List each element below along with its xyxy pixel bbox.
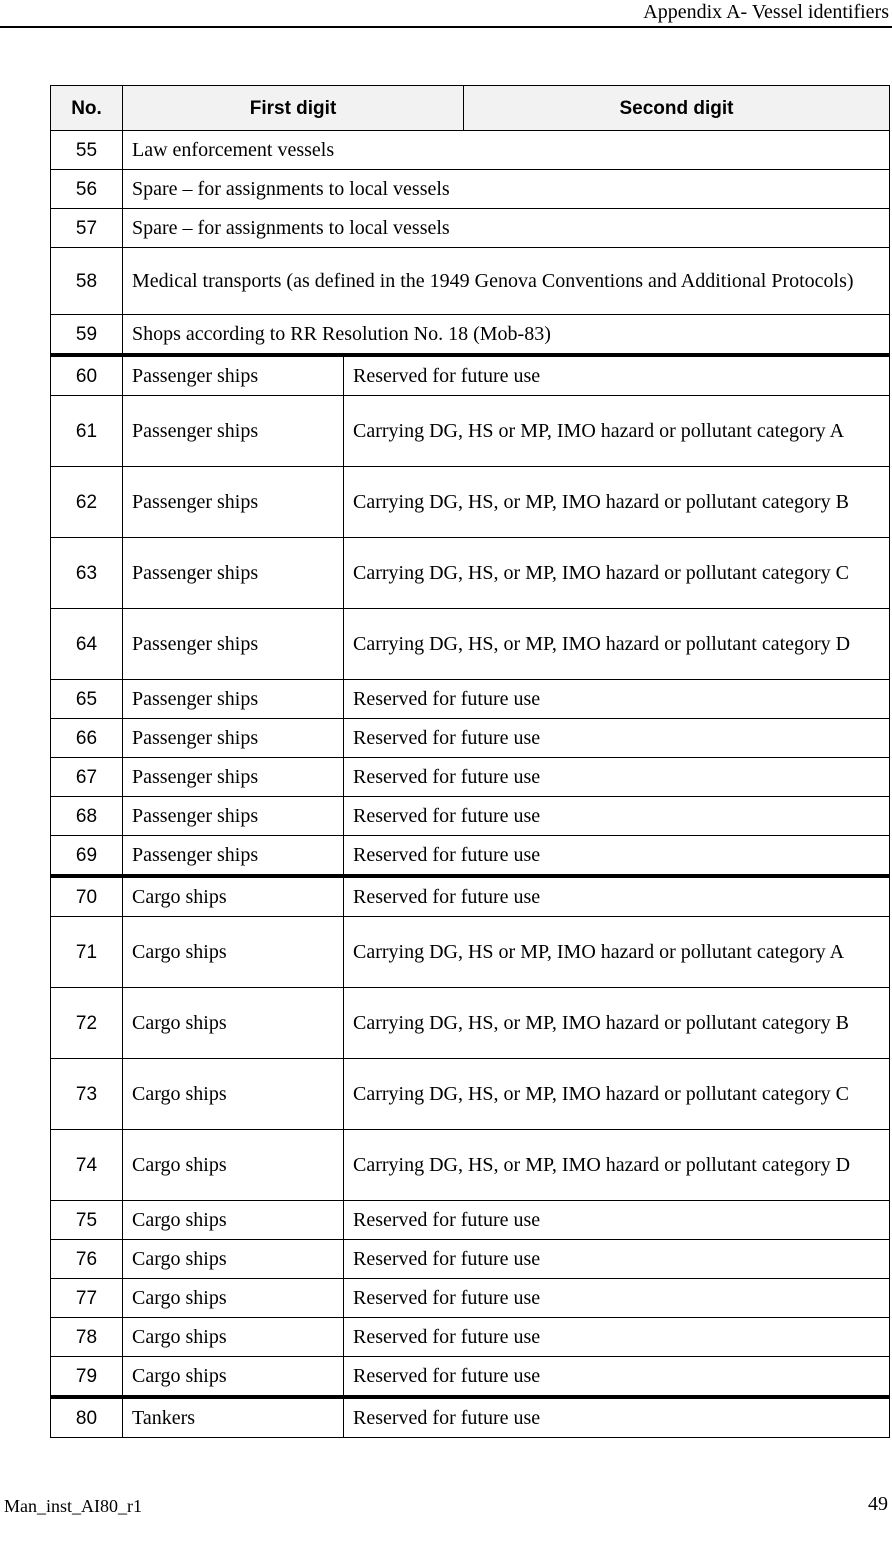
row-first-digit: Cargo ships <box>123 917 344 988</box>
vessel-identifier-table <box>50 85 890 1438</box>
row-number: 65 <box>51 680 123 719</box>
table-row <box>51 248 890 315</box>
table-row <box>51 1397 890 1438</box>
row-first-digit: Cargo ships <box>123 1240 344 1279</box>
row-description: Law enforcement vessels <box>123 131 890 170</box>
row-first-digit: Passenger ships <box>123 355 344 396</box>
row-number: 61 <box>51 396 123 467</box>
row-second-digit: Reserved for future use <box>344 758 890 797</box>
row-number: 78 <box>51 1318 123 1357</box>
row-second-digit: Reserved for future use <box>344 355 890 396</box>
row-number: 80 <box>51 1397 123 1438</box>
row-second-digit: Reserved for future use <box>344 1240 890 1279</box>
page-number: 49 <box>868 1493 888 1515</box>
row-first-digit: Cargo ships <box>123 1059 344 1130</box>
table-row <box>51 170 890 209</box>
row-second-digit: Reserved for future use <box>344 1201 890 1240</box>
row-first-digit: Cargo ships <box>123 1357 344 1398</box>
table-row <box>51 836 890 877</box>
row-second-digit: Reserved for future use <box>344 680 890 719</box>
row-first-digit: Cargo ships <box>123 1130 344 1201</box>
table-row <box>51 131 890 170</box>
row-second-digit: Carrying DG, HS, or MP, IMO hazard or pollutant category B <box>344 988 890 1059</box>
column-header-second-digit: Second digit <box>619 97 734 119</box>
row-number: 55 <box>51 131 123 170</box>
header-title: Appendix A- Vessel identifiers <box>643 1 889 23</box>
row-first-digit: Passenger ships <box>123 680 344 719</box>
row-first-digit: Tankers <box>123 1397 344 1438</box>
table-row <box>51 1357 890 1398</box>
row-number: 60 <box>51 355 123 396</box>
row-second-digit: Reserved for future use <box>344 797 890 836</box>
row-first-digit: Cargo ships <box>123 1318 344 1357</box>
row-number: 68 <box>51 797 123 836</box>
row-number: 63 <box>51 538 123 609</box>
row-second-digit: Carrying DG, HS or MP, IMO hazard or pollutant category A <box>344 396 890 467</box>
table-row <box>51 1201 890 1240</box>
table-row <box>51 876 890 917</box>
table-row <box>51 315 890 356</box>
row-first-digit: Passenger ships <box>123 797 344 836</box>
table-row <box>51 1059 890 1130</box>
row-second-digit: Reserved for future use <box>344 836 890 877</box>
table-row <box>51 396 890 467</box>
table-row <box>51 1279 890 1318</box>
row-second-digit: Reserved for future use <box>344 1279 890 1318</box>
row-second-digit: Carrying DG, HS, or MP, IMO hazard or pollutant category B <box>344 467 890 538</box>
row-second-digit: Reserved for future use <box>344 1318 890 1357</box>
row-second-digit: Reserved for future use <box>344 1397 890 1438</box>
document-id: Man_inst_AI80_r1 <box>4 1496 142 1516</box>
row-first-digit: Cargo ships <box>123 1279 344 1318</box>
row-description: Medical transports (as defined in the 1949 Genova Conventions and Additional Protocols) <box>123 248 890 315</box>
row-second-digit: Carrying DG, HS, or MP, IMO hazard or pollutant category C <box>344 1059 890 1130</box>
table-row <box>51 1130 890 1201</box>
row-first-digit: Passenger ships <box>123 609 344 680</box>
row-second-digit: Carrying DG, HS, or MP, IMO hazard or pollutant category D <box>344 609 890 680</box>
column-header-no: No. <box>51 86 123 131</box>
row-number: 72 <box>51 988 123 1059</box>
row-second-digit: Carrying DG, HS or MP, IMO hazard or pollutant category A <box>344 917 890 988</box>
row-number: 56 <box>51 170 123 209</box>
row-first-digit: Cargo ships <box>123 1201 344 1240</box>
row-number: 73 <box>51 1059 123 1130</box>
row-number: 62 <box>51 467 123 538</box>
row-second-digit: Reserved for future use <box>344 719 890 758</box>
row-number: 57 <box>51 209 123 248</box>
table-row <box>51 719 890 758</box>
table-row <box>51 538 890 609</box>
row-second-digit: Carrying DG, HS, or MP, IMO hazard or pollutant category C <box>344 538 890 609</box>
table-row <box>51 1318 890 1357</box>
row-description: Shops according to RR Resolution No. 18 (Mob-83) <box>123 315 890 356</box>
row-first-digit: Passenger ships <box>123 836 344 877</box>
row-first-digit: Cargo ships <box>123 876 344 917</box>
table-row <box>51 797 890 836</box>
row-number: 59 <box>51 315 123 356</box>
table-row <box>51 355 890 396</box>
table-row <box>51 758 890 797</box>
row-description: Spare – for assignments to local vessels <box>123 209 890 248</box>
page-header <box>0 0 892 28</box>
table-row <box>51 917 890 988</box>
table-row <box>51 609 890 680</box>
row-number: 58 <box>51 248 123 315</box>
row-second-digit: Reserved for future use <box>344 1357 890 1398</box>
row-number: 79 <box>51 1357 123 1398</box>
row-number: 69 <box>51 836 123 877</box>
page-footer <box>0 1492 892 1522</box>
row-number: 70 <box>51 876 123 917</box>
row-number: 74 <box>51 1130 123 1201</box>
row-number: 66 <box>51 719 123 758</box>
row-description: Spare – for assignments to local vessels <box>123 170 890 209</box>
table-header-row <box>51 86 890 131</box>
table-row <box>51 988 890 1059</box>
table-row <box>51 1240 890 1279</box>
table-row <box>51 680 890 719</box>
row-first-digit: Passenger ships <box>123 538 344 609</box>
row-first-digit: Cargo ships <box>123 988 344 1059</box>
row-number: 64 <box>51 609 123 680</box>
column-header-first-digit: First digit <box>123 86 464 130</box>
row-first-digit: Passenger ships <box>123 467 344 538</box>
row-first-digit: Passenger ships <box>123 719 344 758</box>
row-first-digit: Passenger ships <box>123 758 344 797</box>
table-row <box>51 209 890 248</box>
row-number: 77 <box>51 1279 123 1318</box>
row-number: 75 <box>51 1201 123 1240</box>
row-number: 76 <box>51 1240 123 1279</box>
table-row <box>51 467 890 538</box>
row-number: 67 <box>51 758 123 797</box>
row-first-digit: Passenger ships <box>123 396 344 467</box>
row-second-digit: Carrying DG, HS, or MP, IMO hazard or pollutant category D <box>344 1130 890 1201</box>
row-second-digit: Reserved for future use <box>344 876 890 917</box>
row-number: 71 <box>51 917 123 988</box>
